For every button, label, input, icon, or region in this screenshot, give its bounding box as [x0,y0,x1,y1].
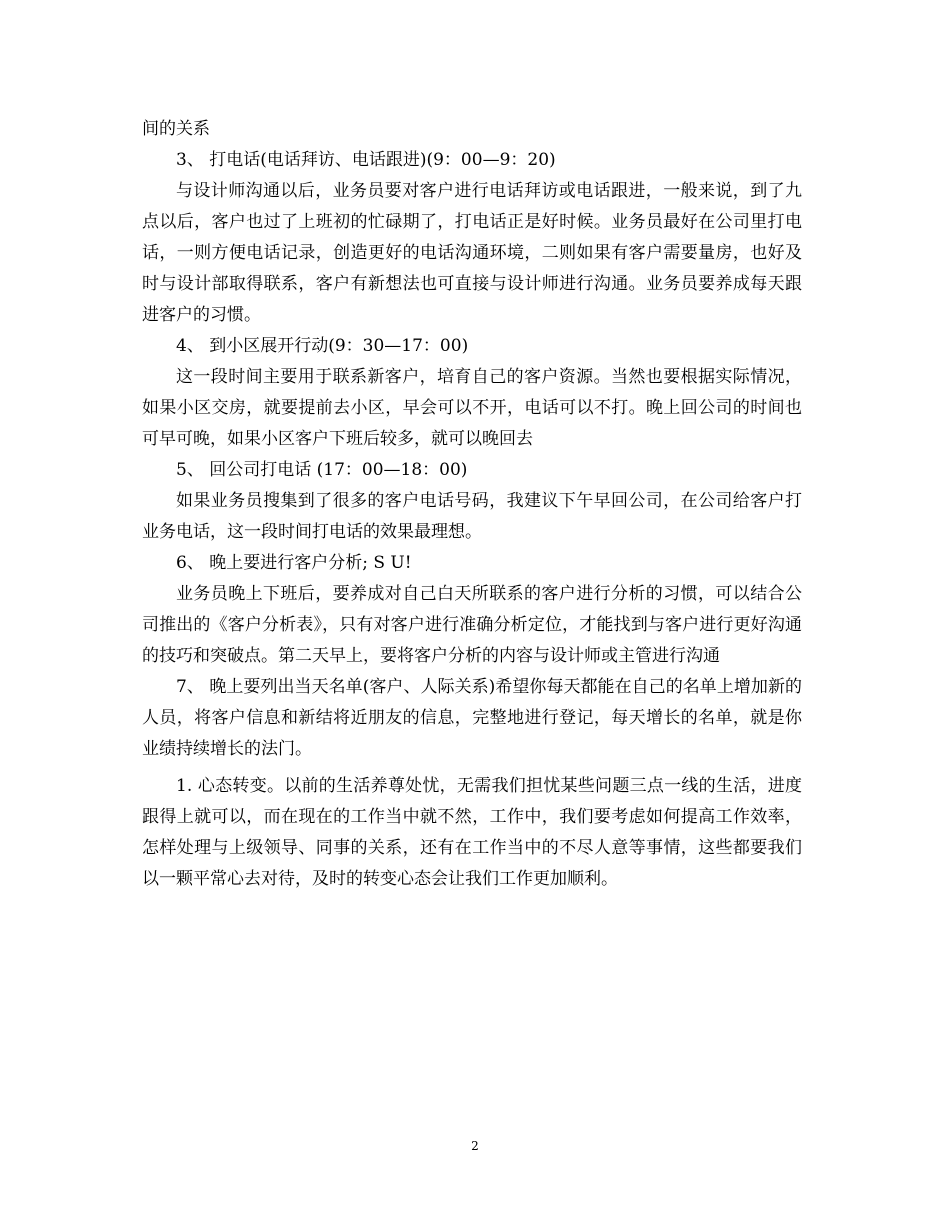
paragraph-return-office-calls: 如果业务员搜集到了很多的客户电话号码，我建议下午早回公司，在公司给客户打业务电话，这一段时间打电话的效果最理想。 [142,491,802,542]
heading-phone-calls: 3、 打电话(电话拜访、电话跟进)(9：00—9：20) [176,150,556,170]
heading-return-office-calls: 5、 回公司打电话 (17：00—18：00) [176,460,468,480]
paragraph-daily-list: 7、 晚上要列出当天名单(客户、人际关系)希望你每天都能在自己的名单上增加新的人员，将客户信息和新结将近朋友的信息，完整地进行登记，每天增长的名单，就是你业绩持续增长的法门。 [142,677,802,759]
document-body [142,114,802,895]
page-number: 2 [471,1139,479,1153]
heading-community-action: 4、 到小区展开行动(9：30—17：00) [176,336,469,356]
heading-customer-analysis: 6、 晚上要进行客户分析; S U! [176,553,412,573]
paragraph-customer-analysis: 业务员晚上下班后，要养成对自己白天所联系的客户进行分析的习惯，可以结合公司推出的《客户分析表》，只有对客户进行准确分析定位，才能找到与客户进行更好沟通的技巧和突破点。第二天早上，要将客户分析的内容与设计师或主管进行沟通 [142,584,802,666]
paragraph-mindset-change: 1. 心态转变。以前的生活养尊处忧，无需我们担忧某些问题三点一线的生活，进度跟得上就可以，而在现在的工作当中就不然，工作中，我们要考虑如何提高工作效率，怎样处理与上级领导、同事的关系，还有在工作当中的不尽人意等事情，这些都要我们以一颗平常心去对待，及时的转变心态会让我们工作更加顺利。 [142,776,802,889]
paragraph-continuation: 间的关系 [142,119,210,139]
paragraph-community-action: 这一段时间主要用于联系新客户，培育自己的客户资源。当然也要根据实际情况，如果小区交房，就要提前去小区，早会可以不开，电话可以不打。晚上回公司的时间也可早可晚，如果小区客户下班后较多，就可以晚回去 [142,367,802,449]
paragraph-phone-calls: 与设计师沟通以后，业务员要对客户进行电话拜访或电话跟进，一般来说，到了九点以后，客户也过了上班初的忙碌期了，打电话正是好时候。业务员最好在公司里打电话，一则方便电话记录，创造更好的电话沟通环境，二则如果有客户需要量房，也好及时与设计部取得联系，客户有新想法也可直接与设计师进行沟通。业务员要养成每天跟进客户的习惯。 [142,181,802,325]
